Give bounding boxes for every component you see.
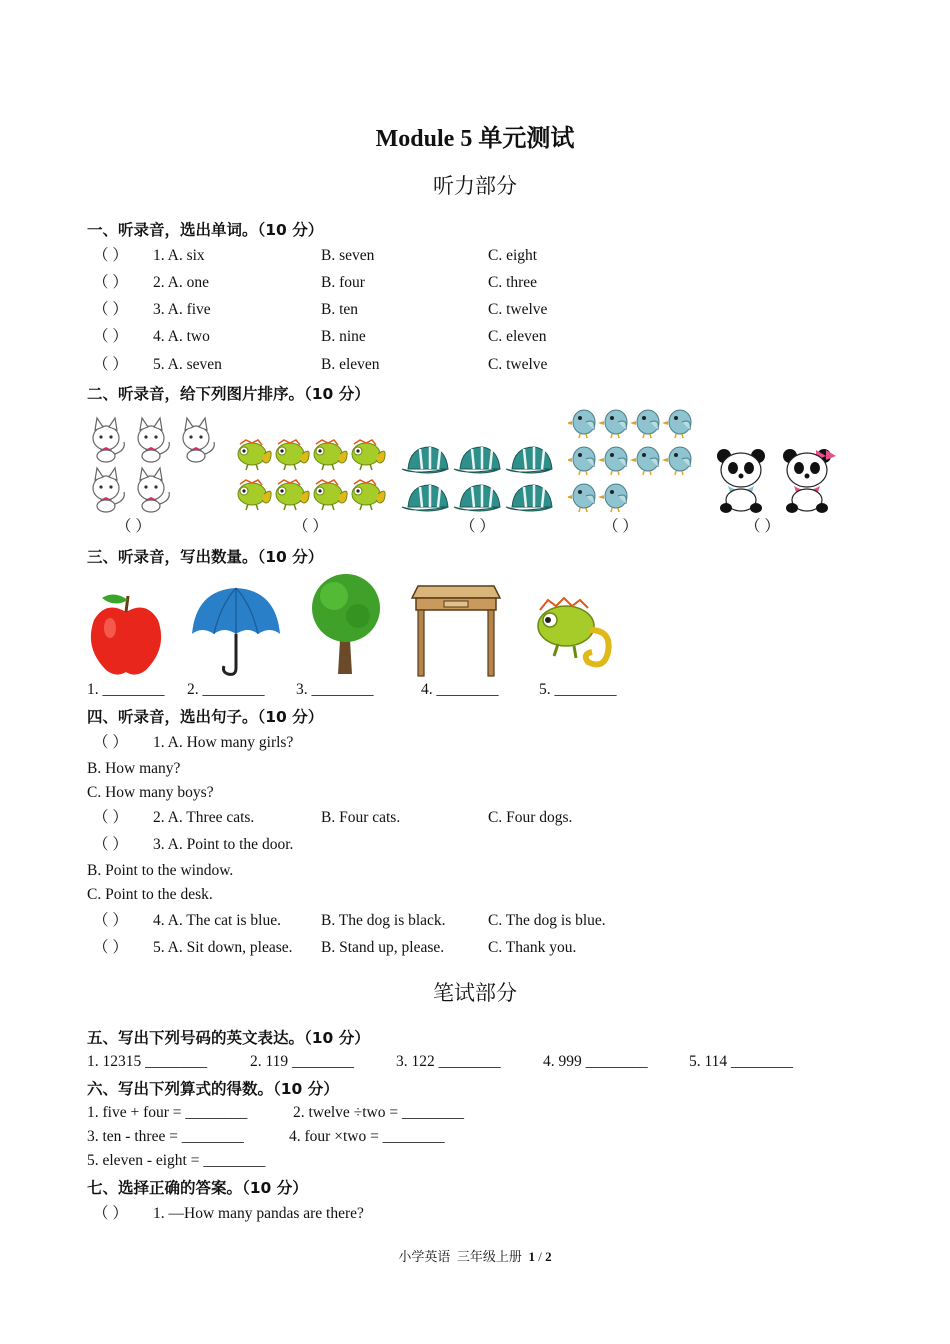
quantity-answer-1[interactable]: 1. ________ <box>87 681 165 698</box>
section-3-heading: 三、听录音，写出数量。（10 分） <box>87 548 324 566</box>
caps-picture <box>400 441 560 515</box>
question-option-a: 4. A. two <box>153 328 210 345</box>
math-answer-4[interactable]: 4. four ×two = ________ <box>289 1128 445 1145</box>
question-option-b: B. The dog is black. <box>321 912 446 929</box>
question-option-b: B. How many? <box>87 760 181 777</box>
question-option-c: C. Four dogs. <box>488 809 573 826</box>
answer-bracket[interactable]: （ ） <box>460 518 495 535</box>
question-option-b: B. seven <box>321 247 375 264</box>
footer-text: 小学英语 三年级上册 <box>398 1249 529 1264</box>
answer-bracket[interactable]: （ ） <box>116 518 151 535</box>
question-option-c: C. eleven <box>488 328 547 345</box>
answer-bracket[interactable]: （ ） <box>603 518 638 535</box>
math-answer-2[interactable]: 2. twelve ÷two = ________ <box>293 1104 464 1121</box>
answer-bracket[interactable]: （ ） <box>93 301 128 318</box>
question-option-b: B. eleven <box>321 356 380 373</box>
math-answer-3[interactable]: 3. ten - three = ________ <box>87 1128 244 1145</box>
number-answer-2[interactable]: 2. 119 ________ <box>250 1053 355 1070</box>
number-answer-5[interactable]: 5. 114 ________ <box>689 1053 794 1070</box>
answer-bracket[interactable]: （ ） <box>93 809 128 826</box>
question-option-a: 4. A. The cat is blue. <box>153 912 281 929</box>
page-number: 1 <box>528 1249 535 1264</box>
section-1-heading: 一、听录音，选出单词。（10 分） <box>87 221 324 239</box>
question-option-c: C. How many boys? <box>87 784 214 801</box>
cats-picture <box>86 414 226 514</box>
question-option-c: C. The dog is blue. <box>488 912 606 929</box>
question-option-c: C. twelve <box>488 301 548 318</box>
number-answer-1[interactable]: 1. 12315 ________ <box>87 1053 208 1070</box>
desk-picture <box>410 582 502 678</box>
question-option-b: B. four <box>321 274 365 291</box>
answer-bracket[interactable]: （ ） <box>93 274 128 291</box>
birds-picture <box>568 404 702 514</box>
math-answer-5[interactable]: 5. eleven - eight = ________ <box>87 1152 266 1169</box>
question-option-b: B. nine <box>321 328 366 345</box>
answer-bracket[interactable]: （ ） <box>93 328 128 345</box>
quantity-answer-4[interactable]: 4. ________ <box>421 681 499 698</box>
answer-bracket[interactable]: （ ） <box>93 939 128 956</box>
writing-part-heading: 笔试部分 <box>433 981 517 1005</box>
question-option-c: C. three <box>488 274 538 291</box>
section-6-heading: 六、写出下列算式的得数。（10 分） <box>87 1080 339 1098</box>
page-footer <box>0 1246 950 1265</box>
answer-bracket[interactable]: （ ） <box>93 912 128 929</box>
question-option-a: 1. A. six <box>153 247 205 264</box>
question-option-c: C. Thank you. <box>488 939 577 956</box>
answer-bracket[interactable]: （ ） <box>93 356 128 373</box>
number-answer-3[interactable]: 3. 122 ________ <box>396 1053 501 1070</box>
answer-bracket[interactable]: （ ） <box>93 1205 128 1222</box>
question-option-a: 2. A. Three cats. <box>153 809 255 826</box>
page-total: 2 <box>545 1249 552 1264</box>
question-option-a: 3. A. five <box>153 301 211 318</box>
chameleon-picture <box>530 590 614 676</box>
listening-part-heading: 听力部分 <box>433 174 517 198</box>
section-4-heading: 四、听录音，选出句子。（10 分） <box>87 708 324 726</box>
number-answer-4[interactable]: 4. 999 ________ <box>543 1053 648 1070</box>
answer-bracket[interactable]: （ ） <box>293 518 328 535</box>
quantity-answer-3[interactable]: 3. ________ <box>296 681 374 698</box>
section-2-heading: 二、听录音，给下列图片排序。（10 分） <box>87 385 370 403</box>
chameleons-picture <box>234 436 390 514</box>
section-5-heading: 五、写出下列号码的英文表达。（10 分） <box>87 1029 370 1047</box>
question-option-b: B. Four cats. <box>321 809 401 826</box>
question-option-a: 2. A. one <box>153 274 209 291</box>
question-option-b: B. Point to the window. <box>87 862 234 879</box>
math-answer-1[interactable]: 1. five + four = ________ <box>87 1104 248 1121</box>
quantity-answer-2[interactable]: 2. ________ <box>187 681 265 698</box>
question-option-c: C. Point to the desk. <box>87 886 213 903</box>
answer-bracket[interactable]: （ ） <box>93 734 128 751</box>
tree-picture <box>308 570 384 676</box>
apple-picture <box>86 590 166 678</box>
page-separator: / <box>534 1249 546 1264</box>
answer-bracket[interactable]: （ ） <box>745 518 780 535</box>
quantity-answer-5[interactable]: 5. ________ <box>539 681 617 698</box>
answer-bracket[interactable]: （ ） <box>93 247 128 264</box>
question-option-b: B. Stand up, please. <box>321 939 445 956</box>
umbrella-picture <box>190 586 282 678</box>
question-option-a: 3. A. Point to the door. <box>153 836 294 853</box>
question-option-c: C. twelve <box>488 356 548 373</box>
page-title: Module 5 单元测试 <box>375 126 575 152</box>
question-text: 1. —How many pandas are there? <box>153 1205 364 1222</box>
question-option-a: 5. A. seven <box>153 356 222 373</box>
question-option-b: B. ten <box>321 301 359 318</box>
answer-bracket[interactable]: （ ） <box>93 836 128 853</box>
question-option-c: C. eight <box>488 247 538 264</box>
pandas-picture <box>712 448 836 514</box>
section-7-heading: 七、选择正确的答案。（10 分） <box>87 1179 308 1197</box>
question-option-a: 5. A. Sit down, please. <box>153 939 293 956</box>
question-option-a: 1. A. How many girls? <box>153 734 294 751</box>
